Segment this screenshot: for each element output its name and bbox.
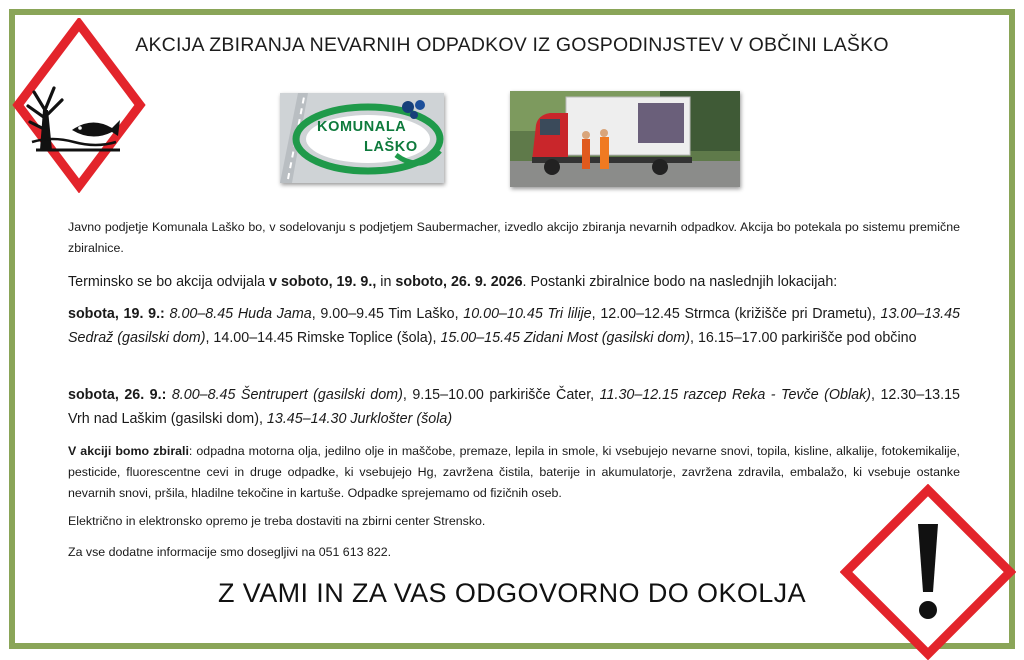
komunala-lasko-logo xyxy=(280,93,444,183)
schedule-paragraph xyxy=(68,271,960,293)
slogan: Z VAMI IN ZA VAS ODGOVORNO DO OKOLJA xyxy=(218,578,806,608)
collected-label: V akciji bomo zbirali xyxy=(68,444,189,458)
logo-text-komunala: KOMUNALA xyxy=(317,119,407,135)
schedule-pre: Terminsko se bo akcija odvijala xyxy=(68,274,270,290)
day1-stop: 15.00–15.45 Zidani Most (gasilski dom) xyxy=(440,329,690,346)
day2-stop: 12.30–13.15 Vrh nad Laškim (gasilski dom) xyxy=(68,387,960,427)
collection-truck-photo xyxy=(510,91,740,187)
day1-stop: 13.00–13.45 Sedraž (gasilski dom) xyxy=(68,306,961,346)
day2-stop: 13.45–14.30 Jurklošter (šola) xyxy=(266,410,453,427)
day1-stop: 16.15–17.00 parkirišče pod občino xyxy=(697,329,917,346)
day2-stop: 11.30–12.15 razcep Reka - Tevče (Oblak) xyxy=(599,387,872,403)
day1-stop: 9.00–9.45 Tim Laško xyxy=(320,306,455,322)
day1-label: sobota, 19. 9.: xyxy=(68,306,165,322)
electronics-note: Električno in elektronsko opremo je treba dostaviti na zbirni center Strensko. xyxy=(68,514,486,528)
schedule-date-2: soboto, 26. 9. 2026 xyxy=(395,274,523,290)
day2-stop: 8.00–8.45 Šentrupert (gasilski dom) xyxy=(171,387,403,403)
day1-stop: 14.00–14.45 Rimske Toplice (šola) xyxy=(213,329,433,346)
schedule-date-1: v soboto, 19. 9., xyxy=(269,274,377,290)
page-title: AKCIJA ZBIRANJA NEVARNIH ODPADKOV IZ GOSPODINJSTEV V OBČINI LAŠKO xyxy=(135,34,889,56)
day2-stop: 9.15–10.00 parkirišče Čater xyxy=(412,387,591,403)
day1-stop: 12.00–12.45 Strmca (križišče pri Drametu) xyxy=(600,306,872,322)
exclamation-hazard-icon xyxy=(840,484,1016,660)
day1-stop: 10.00–10.45 Tri lilije xyxy=(463,306,592,322)
schedule-post: . Postanki zbiralnice bodo na naslednjih lokacijah: xyxy=(522,274,838,290)
collected-text: : odpadna motorna olja, jedilno olje in maščobe, premaze, lepila in smole, ki vsebujejo nevarne snovi, topila, kisline, alkalije, fotokemikalije, pesticide, fluorescentne cevi in druge odpadke, ki vsebujejo Hg, zavržena čistila, baterije in akumulatorje, zavržena zdravila, embalažo, ki vsebuje ostanke nevarnih snovi, pršila, hladilne tekočine in kartuše. Odpadke sprejemamo od fizičnih oseb. xyxy=(68,444,960,500)
contact-note: Za vse dodatne informacije smo dosegljivi na 051 613 822. xyxy=(68,545,392,559)
day2-label: sobota, 26. 9.: xyxy=(68,387,167,403)
intro-paragraph: Javno podjetje Komunala Laško bo, v sodelovanju s podjetjem Saubermacher, izvedlo akcijo zbiranja nevarnih odpadkov. Akcija bo potekala po sistemu premične zbiralnice. xyxy=(68,220,960,255)
day1-schedule: sobota, 19. 9.: 8.00–8.45 Huda Jama, 9.00–9.45 Tim Laško, 10.00–10.45 Tri lilije, 12.00–12.45 Strmca (križišče pri Drametu), 13.00–13.45 Sedraž (gasilski dom), 14.00–14.45 Rimske Toplice (šola), 15.00–15.45 Zidani Most (gasilski dom), 16.15–17.00 parkirišče pod občino xyxy=(68,306,961,346)
day1-stop: 8.00–8.45 Huda Jama xyxy=(169,306,312,322)
schedule-mid: in xyxy=(376,274,396,290)
collected-items-paragraph xyxy=(68,441,960,504)
day2-schedule: sobota, 26. 9.: 8.00–8.45 Šentrupert (gasilski dom), 9.15–10.00 parkirišče Čater, 11.30–12.15 razcep Reka - Tevče (Oblak), 12.30–13.15 Vrh nad Laškim (gasilski dom), 13.45–14.30 Jurklošter (šola) xyxy=(68,387,960,427)
logo-text-lasko: LAŠKO xyxy=(364,139,418,155)
